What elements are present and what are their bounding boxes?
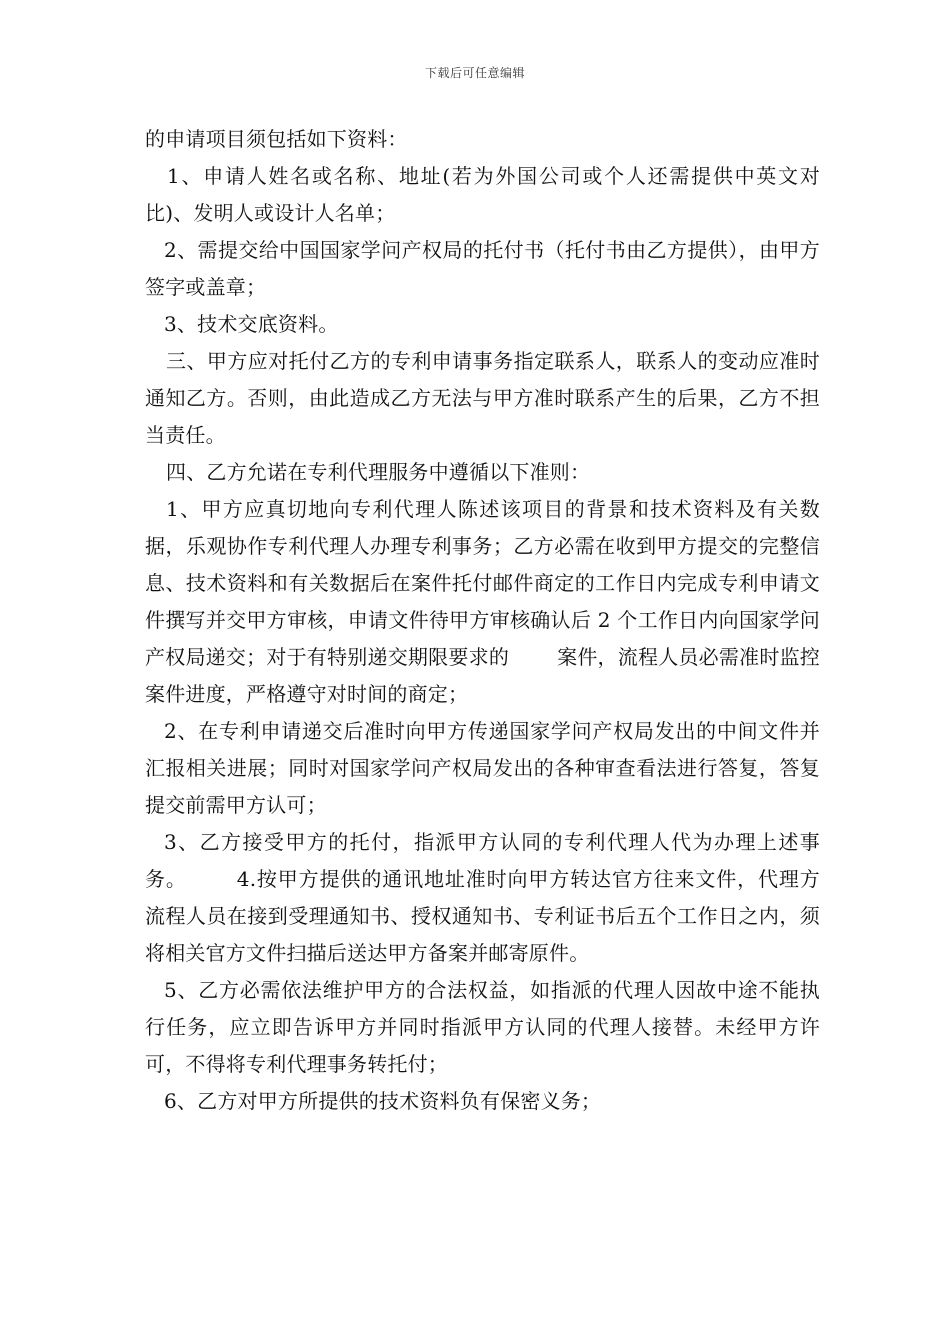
paragraph-rule-3 (145, 824, 820, 972)
paragraph-rule-1 (145, 491, 820, 713)
page-header: 下载后可任意编辑 (424, 66, 525, 80)
paragraph-item-3: 3、技术交底资料。 (164, 312, 339, 336)
paragraph-item-2: 2、需提交给中国国家学问产权局的托付书（托付书由乙方提供），由甲方签字或盖章； (145, 238, 820, 299)
paragraph-rule-1-part-b: 案件，流程人员必需准时监控案件进度，严格遵守对时间的商定； (145, 645, 820, 706)
paragraph-item-1: 1、申请人姓名或名称、地址(若为外国公司或个人还需提供中英文对比)、发明人或设计人名单； (145, 164, 820, 225)
paragraph-intro: 的申请项目须包括如下资料： (145, 127, 408, 151)
paragraph-section-4: 四、乙方允诺在专利代理服务中遵循以下准则： (166, 460, 591, 484)
paragraph-section-3: 三、甲方应对托付乙方的专利申请事务指定联系人，联系人的变动应准时通知乙方。否则，由此造成乙方无法与甲方准时联系产生的后果，乙方不担当责任。 (145, 349, 820, 447)
paragraph-rule-2: 2、在专利申请递交后准时向甲方传递国家学问产权局发出的中间文件并汇报相关进展；同时对国家学问产权局发出的各种审查看法进行答复，答复提交前需甲方认可； (145, 719, 820, 817)
paragraph-rule-1-part-a: 1、甲方应真切地向专利代理人陈述该项目的背景和技术资料及有关数据，乐观协作专利代理人办理专利事务；乙方必需在收到甲方提交的完整信息、技术资料和有关数据后在案件托付邮件商定的工作日内完成专利申请文件撰写并交甲方审核，申请文件待甲方审核确认后 2 个工作日内向国家学问产权局递交；对于有特别递交期限要求的 (145, 497, 820, 669)
paragraph-rule-6: 6、乙方对甲方所提供的技术资料负有保密义务； (164, 1089, 602, 1113)
paragraph-rule-5: 5、乙方必需依法维护甲方的合法权益，如指派的代理人因故中途不能执行任务，应立即告诉甲方并同时指派甲方认同的代理人接替。未经甲方许可，不得将专利代理事务转托付； (145, 978, 820, 1076)
document-body (145, 121, 820, 1120)
paragraph-rule-3-part-a: 3、乙方接受甲方的托付，指派甲方认同的专利代理人代为办理上述事务。 (145, 830, 820, 891)
paragraph-rule-4: 4.按甲方提供的通讯地址准时向甲方转达官方往来文件，代理方流程人员在接到受理通知书、授权通知书、专利证书后五个工作日之内，须将相关官方文件扫描后送达甲方备案并邮寄原件。 (145, 867, 820, 965)
